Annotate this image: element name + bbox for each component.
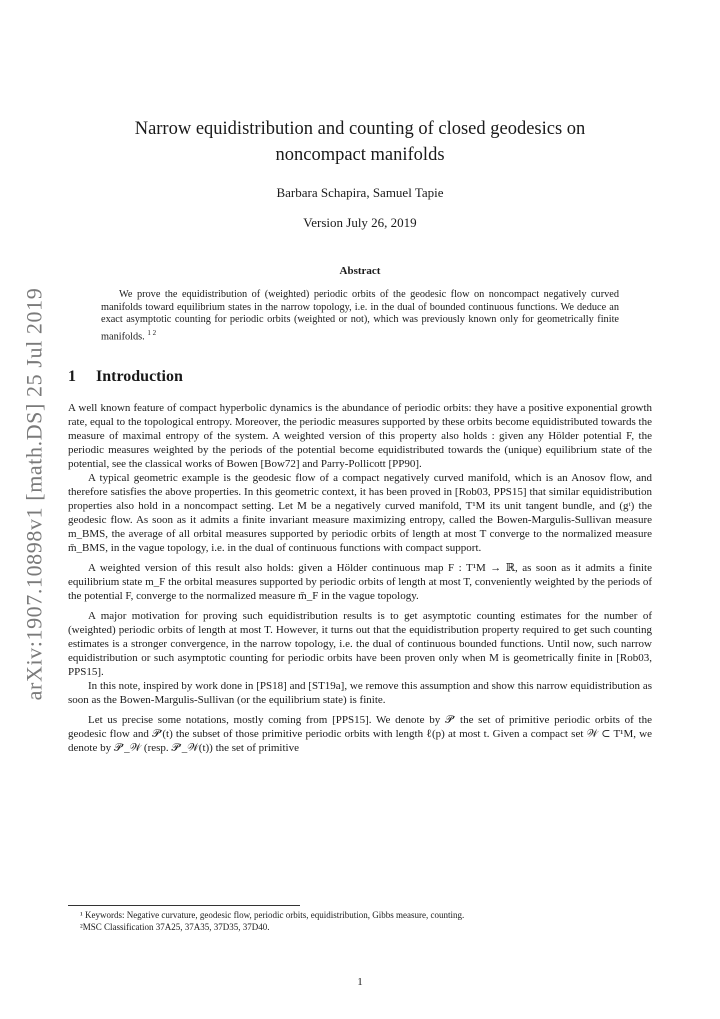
footnote: ²MSC Classification 37A25, 37A35, 37D35, 37D40. [80, 922, 270, 932]
authors: Barbara Schapira, Samuel Tapie [276, 185, 444, 200]
section-title: Introduction [96, 368, 183, 385]
title-line-1: Narrow equidistribution and counting of closed geodesics on [134, 119, 586, 139]
footnotes [80, 909, 652, 933]
paragraph: A typical geometric example is the geodesic flow of a compact negatively curved manifold, which is an Anosov flow, and therefore satisfies the above properties. In this geometric context, it has been proved in [Rob03, PPS15] that similar equidistribution properties also hold in a noncompact setting. Let M be a negatively curved manifold, T¹M its unit tangent bundle, and (gᵗ) the geodesic flow. As soon as it admits a finite invariant measure maximizing entropy, called the Bowen-Margulis-Sullivan measure m_BMS, the average of all orbital measures supported by periodic orbits of length at most T converge to the normalized measure m̄_BMS, in the vague topology, i.e. in the dual of continuous functions with compact support. [68, 472, 652, 554]
page-number: 1 [357, 976, 363, 988]
paragraph: A major motivation for proving such equidistribution results is to get asymptotic counting estimates for the number of (weighted) periodic orbits of length at most T. However, it turns out that the equidistribution property required to get such counting estimates is a stronger convergence, in the narrow topology, i.e. the dual of continuous bounded functions. Until now, such narrow equidistribution or such asymptotic counting for periodic orbits have been proven only when M is geometrically finite in [Rob03, PPS15]. [68, 610, 652, 678]
body-text [68, 401, 652, 755]
paper-title [90, 116, 630, 168]
abstract-body [101, 289, 619, 344]
paragraph: A well known feature of compact hyperbolic dynamics is the abundance of periodic orbits: they have a positive exponential growth rate, equal to the topological entropy. Moreover, the periodic measures supported by these orbits become equidistributed towards the measure of maximal entropy of the system. A weighted version of this property also holds : given any Hölder potential F, the periodic measures weighted by the periods of the potential become equidistributed towards the (unique) equilibrium state of the potential, see the classical works of Bowen [Bow72] and Parry-Pollicott [PP90]. [68, 402, 652, 470]
title-line-2: noncompact manifolds [275, 145, 445, 165]
section-number: 1 [68, 368, 76, 385]
footnote-rule [68, 905, 300, 906]
version-date: Version July 26, 2019 [303, 215, 417, 230]
paragraph: In this note, inspired by work done in [PS18] and [ST19a], we remove this assumption and show this narrow equidistribution as soon as the Bowen-Margulis-Sullivan (or the equilibrium state) is finite. [68, 680, 652, 706]
footnote: ¹ Keywords: Negative curvature, geodesic flow, periodic orbits, equidistribution, Gibbs measure, counting. [80, 910, 465, 920]
paragraph: A weighted version of this result also holds: given a Hölder continuous map F : T¹M → ℝ, as soon as it admits a finite equilibrium state m_F the orbital measures supported by periodic orbits of length at most T, conveniently weighted by the periods of the potential F, converge to the normalized measure m̄_F in the vague topology. [68, 562, 652, 602]
section-heading [68, 368, 183, 386]
arxiv-stamp [4, 284, 64, 704]
abstract-footnote-marks: 1 2 [147, 328, 157, 337]
arxiv-id: arXiv:1907.10898v1 [math.DS] 25 Jul 2019 [21, 287, 46, 701]
abstract-text: We prove the equidistribution of (weighted) periodic orbits of the geodesic flow on noncompact negatively curved manifolds toward equilibrium states in the narrow topology, i.e. in the dual of bounded continuous functions. We deduce an exact asymptotic counting for periodic orbits (weighted or not), which was previously known only for geometrically finite manifolds. [101, 289, 619, 343]
abstract-heading: Abstract [339, 265, 381, 277]
paragraph: Let us precise some notations, mostly coming from [PPS15]. We denote by 𝒫′ the set of primitive periodic orbits of the geodesic flow and 𝒫′(t) the subset of those primitive periodic orbits with length ℓ(p) at most t. Given a compact set 𝒲 ⊂ T¹M, we denote by 𝒫′_𝒲 (resp. 𝒫′_𝒲(t)) the set of primitive [68, 714, 652, 754]
